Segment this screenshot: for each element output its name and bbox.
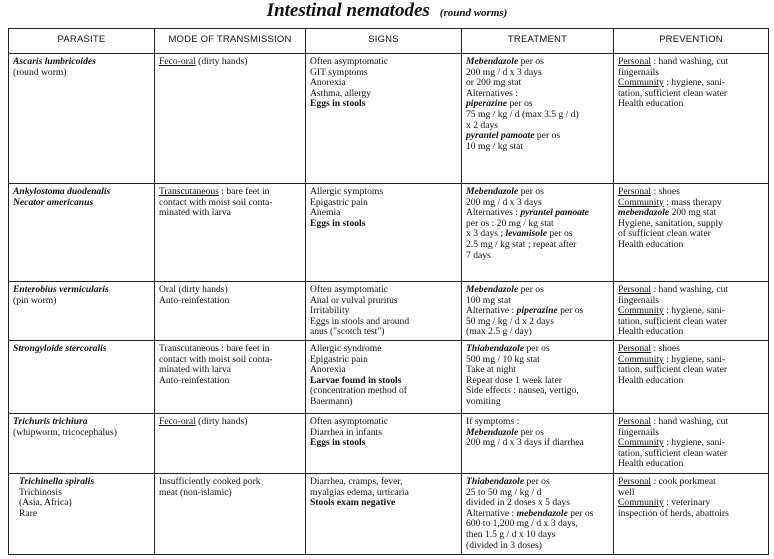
text-run: Mebendazole	[466, 56, 519, 67]
text-run: (divided in 3 doses)	[466, 539, 542, 551]
text-run: per os	[547, 228, 573, 240]
title-subtitle: (round worms)	[439, 7, 508, 19]
cell-line	[159, 488, 302, 499]
text-run: Health education	[618, 238, 684, 250]
text-run: tation, sufficient clean water	[618, 315, 728, 327]
text-run: Thiabendazole	[466, 476, 525, 487]
text-run: : shoes	[651, 186, 680, 197]
cell-treatment	[462, 474, 614, 555]
text-run: contact with moist soil conta-	[159, 196, 273, 208]
cell-prevention	[614, 282, 769, 341]
text-run: contact with moist soil conta-	[159, 353, 273, 365]
text-run: 50 mg / kg / d x 2 days	[466, 315, 554, 327]
cell-line	[466, 397, 610, 408]
text-run: levamisole	[505, 228, 548, 240]
text-run: Larvae found in stools	[310, 374, 402, 386]
text-run: 200 mg / d x 3 days	[466, 66, 542, 78]
text-run: (dirty hands)	[195, 56, 248, 67]
text-run: per os	[518, 284, 544, 295]
text-run: 200 mg / d x 3 days	[466, 196, 542, 208]
cell-line	[159, 296, 302, 307]
text-run: Anorexia	[310, 77, 346, 89]
text-run: per os	[518, 56, 544, 67]
text-run: Auto-reinfestation	[159, 374, 230, 386]
cell-line	[466, 142, 610, 153]
cell-transmission	[155, 54, 306, 184]
cell-transmission	[155, 474, 306, 555]
text-run: anus ("scotch test")	[310, 326, 385, 338]
text-run: Community	[618, 77, 664, 89]
text-run: Stools exam negative	[310, 497, 396, 509]
cell-prevention	[614, 474, 769, 555]
text-run: Ankylostoma duodenalis	[13, 186, 111, 197]
table-row	[9, 341, 769, 414]
cell-line	[19, 509, 151, 520]
title-main: Intestinal nematodes	[266, 0, 430, 21]
text-run: Community	[618, 305, 664, 317]
text-run: fingernails	[618, 66, 660, 78]
text-run: Take at night	[466, 364, 516, 376]
text-run: Alternative :	[466, 507, 517, 519]
text-run: x 3 days ;	[466, 228, 506, 240]
text-run: 75 mg / kg / d (max 3.5 g / d)	[466, 108, 579, 120]
cell-signs	[306, 341, 462, 414]
cell-signs	[306, 184, 462, 282]
text-run: Eggs in stools and around	[310, 315, 410, 327]
cell-treatment	[462, 184, 614, 282]
text-run: per os	[524, 343, 550, 354]
text-run: : hygiene, sani-	[663, 353, 726, 365]
text-run: Diarrhea in infants	[310, 426, 382, 438]
text-run: Mebendazole	[466, 186, 519, 197]
text-run: Health education	[618, 458, 684, 470]
text-run: 25 to 50 mg / kg / d	[466, 486, 542, 498]
text-run: per os	[518, 186, 544, 197]
text-run: 100 mg stat	[466, 294, 511, 306]
text-run: (concentration method of	[310, 385, 407, 397]
cell-treatment	[462, 341, 614, 414]
text-run: Often asymptomatic	[310, 56, 389, 67]
cell-signs	[306, 414, 462, 474]
text-run: (pin worm)	[13, 294, 57, 306]
col-header-treatment: TREATMENT	[462, 29, 614, 54]
text-run: Alternative :	[466, 305, 517, 317]
cell-line	[618, 99, 765, 110]
cell-treatment	[462, 414, 614, 474]
text-run: Anemia	[310, 207, 341, 219]
text-run: : hygiene, sani-	[663, 305, 726, 317]
cell-line	[13, 68, 151, 79]
cell-parasite	[9, 474, 155, 555]
table-row	[9, 184, 769, 282]
text-run: : veterinary	[663, 497, 711, 509]
text-run: pyrantel pamoate	[520, 207, 589, 219]
cell-signs	[306, 474, 462, 555]
header-row	[9, 29, 769, 54]
text-run: Side effects : nausea, vertigo,	[466, 385, 579, 397]
document-title	[0, 0, 774, 26]
text-run: Eggs in stools	[310, 217, 366, 229]
text-run: : hand washing, cut	[651, 56, 729, 67]
text-run: Personal	[618, 476, 652, 487]
text-run: minated with larva	[159, 364, 231, 376]
text-run: per os : 20 mg / kg stat	[466, 217, 554, 229]
cell-parasite	[9, 184, 155, 282]
cell-parasite	[9, 414, 155, 474]
text-run: (max 2.5 g / day)	[466, 326, 532, 338]
cell-line	[159, 376, 302, 387]
text-run: Baermann)	[310, 395, 353, 407]
text-run: then 1.5 g / d x 10 days	[466, 528, 556, 540]
cell-transmission	[155, 414, 306, 474]
text-run: : hygiene, sani-	[663, 437, 726, 449]
text-run: Community	[618, 353, 664, 365]
text-run: : shoes	[651, 343, 680, 354]
text-run: Health education	[618, 98, 684, 110]
text-run: Mebendazole	[466, 426, 519, 438]
text-run: fingernails	[618, 426, 660, 438]
cell-line	[618, 327, 765, 338]
text-run: Community	[618, 437, 664, 449]
text-run: Health education	[618, 374, 684, 386]
text-run: fingernails	[618, 294, 660, 306]
text-run: per os	[567, 507, 594, 519]
text-run: per os	[518, 426, 544, 438]
text-run: Strongyloide stercoralis	[13, 343, 107, 354]
text-run: (round worm)	[13, 66, 67, 78]
cell-line	[466, 438, 610, 449]
text-run: tation, sufficient clean water	[618, 364, 728, 376]
cell-line	[13, 344, 151, 355]
text-run: tation, sufficient clean water	[618, 447, 728, 459]
cell-line	[466, 251, 610, 262]
text-run: Community	[618, 497, 664, 509]
text-run: Personal	[618, 56, 652, 67]
text-run: Eggs in stools	[310, 98, 366, 110]
col-header-prevention: PREVENTION	[614, 29, 769, 54]
text-run: Necator americanus	[13, 196, 94, 208]
text-run: Anal or vulval pruritus	[310, 294, 398, 306]
text-run: Ascaris lumbricoides	[13, 56, 96, 67]
text-run: Mebendazole	[466, 284, 519, 295]
col-header-parasite: PARASITE	[9, 29, 155, 54]
cell-line	[618, 477, 765, 488]
text-run: of sufficient clean water	[618, 228, 711, 240]
cell-treatment	[462, 282, 614, 341]
text-run: : hygiene, sani-	[663, 77, 726, 89]
cell-line	[159, 57, 302, 68]
table-row	[9, 54, 769, 184]
text-run: per os	[557, 305, 584, 317]
table-row	[9, 414, 769, 474]
text-run: Allergic syndrome	[310, 343, 382, 354]
text-run: mebendazole	[618, 207, 670, 219]
text-run: Oral (dirty hands)	[159, 284, 228, 295]
cell-line	[466, 327, 610, 338]
cell-transmission	[155, 184, 306, 282]
text-run: piperazine	[466, 98, 508, 110]
cell-line	[618, 240, 765, 251]
text-run: 600 to 1,200 mg / d x 3 days,	[466, 518, 578, 530]
text-run: Allergic symptoms	[310, 186, 384, 197]
text-run: divided in 2 doses x 5 days	[466, 497, 570, 509]
cell-treatment	[462, 54, 614, 184]
text-run: Personal	[618, 343, 652, 354]
text-run: : bare feet in	[218, 186, 270, 197]
text-run: 200 mg / d x 3 days if diarrhea	[466, 437, 584, 449]
cell-parasite	[9, 341, 155, 414]
text-run: Feco-oral	[159, 56, 196, 67]
text-run: Rare	[19, 507, 38, 519]
text-run: 10 mg / kg stat	[466, 140, 524, 152]
table-row	[9, 474, 769, 555]
text-run: (whipworm, tricocephalus)	[13, 426, 117, 438]
nematodes-table	[8, 28, 769, 555]
text-run: Insufficiently cooked pork	[159, 476, 261, 487]
cell-signs	[306, 282, 462, 341]
text-run: Transcutaneous	[159, 186, 219, 197]
text-run: 7 days	[466, 249, 491, 261]
text-run: x 2 days	[466, 119, 498, 131]
cell-line	[310, 99, 458, 110]
cell-line	[310, 498, 458, 509]
text-run: vomiting	[466, 395, 501, 407]
text-run: 200 mg stat	[669, 207, 717, 219]
cell-prevention	[614, 184, 769, 282]
cell-line	[618, 376, 765, 387]
text-run: per os	[507, 98, 533, 110]
cell-line	[310, 397, 458, 408]
table-row	[9, 282, 769, 341]
text-run: If symptoms :	[466, 416, 520, 427]
text-run: Often asymptomatic	[310, 284, 389, 295]
text-run: mebendazole	[516, 507, 568, 519]
cell-transmission	[155, 282, 306, 341]
text-run: Transcutaneous : bare feet in	[159, 343, 270, 354]
cell-line	[13, 428, 151, 439]
text-run: Health education	[618, 326, 684, 338]
text-run: GIT symptoms	[310, 66, 368, 78]
cell-parasite	[9, 54, 155, 184]
text-run: meat (non-islamic)	[159, 486, 232, 498]
text-run: Personal	[618, 186, 652, 197]
cell-line	[466, 541, 610, 552]
text-run: (Asia, Africa)	[19, 497, 72, 509]
text-run: : cook porkmeat	[651, 476, 716, 487]
cell-line	[310, 327, 458, 338]
text-run: or 200 mg stat	[466, 77, 522, 89]
text-run: piperazine	[516, 305, 558, 317]
text-run: Community	[618, 196, 664, 208]
cell-prevention	[614, 341, 769, 414]
text-run: well	[618, 486, 635, 498]
text-run: Personal	[618, 416, 652, 427]
cell-line	[13, 296, 151, 307]
text-run: 2.5 mg / kg stat ; repeat after	[466, 238, 577, 250]
cell-parasite	[9, 282, 155, 341]
text-run: pyrantel pamoate	[466, 130, 535, 142]
text-run: minated with larva	[159, 207, 231, 219]
text-run: : hand washing, cut	[651, 284, 729, 295]
text-run: myalgias edema, urticaria	[310, 486, 409, 498]
cell-line	[310, 219, 458, 230]
text-run: tation, sufficient clean water	[618, 87, 728, 99]
cell-line	[159, 208, 302, 219]
col-header-transmission: MODE OF TRANSMISSION	[155, 29, 306, 54]
cell-line	[19, 498, 151, 509]
cell-line	[618, 459, 765, 470]
text-run: Hygiene, sanitation, supply	[618, 217, 723, 229]
text-run: Often asymptomatic	[310, 416, 389, 427]
cell-line	[310, 438, 458, 449]
text-run: Auto-reinfestation	[159, 294, 230, 306]
text-run: Epigastric pain	[310, 353, 368, 365]
text-run: (dirty hands)	[195, 416, 248, 427]
cell-prevention	[614, 54, 769, 184]
text-run: 500 mg / 10 kg stat	[466, 353, 540, 365]
text-run: Feco-oral	[159, 416, 196, 427]
text-run: Alternatives :	[466, 87, 518, 99]
text-run: per os	[524, 476, 550, 487]
text-run: Personal	[618, 284, 652, 295]
text-run: Epigastric pain	[310, 196, 368, 208]
text-run: Irritability	[310, 305, 350, 317]
cell-prevention	[614, 414, 769, 474]
text-run: per os	[534, 130, 561, 142]
cell-line	[618, 509, 765, 520]
cell-signs	[306, 54, 462, 184]
col-header-signs: SIGNS	[306, 29, 462, 54]
cell-line	[159, 417, 302, 428]
text-run: Anorexia	[310, 364, 346, 376]
text-run: inspection of herds, abattoirs	[618, 507, 729, 519]
text-run: Diarrhea, cramps, fever,	[310, 476, 403, 487]
text-run: Trichuris trichiura	[13, 416, 88, 427]
text-run: Enterobius vermicularis	[13, 284, 109, 295]
cell-line	[13, 198, 151, 209]
text-run: Repeat dose 1 week later	[466, 374, 562, 386]
text-run: Thiabendazole	[466, 343, 525, 354]
text-run: : mass therapy	[663, 196, 722, 208]
text-run: Trichinosis	[19, 486, 62, 498]
text-run: Trichinella spiralis	[19, 476, 95, 487]
text-run: Eggs in stools	[310, 437, 366, 449]
cell-transmission	[155, 341, 306, 414]
text-run: : hand washing, cut	[651, 416, 729, 427]
text-run: Alternatives :	[466, 207, 521, 219]
text-run: Asthma, allergy	[310, 87, 372, 99]
